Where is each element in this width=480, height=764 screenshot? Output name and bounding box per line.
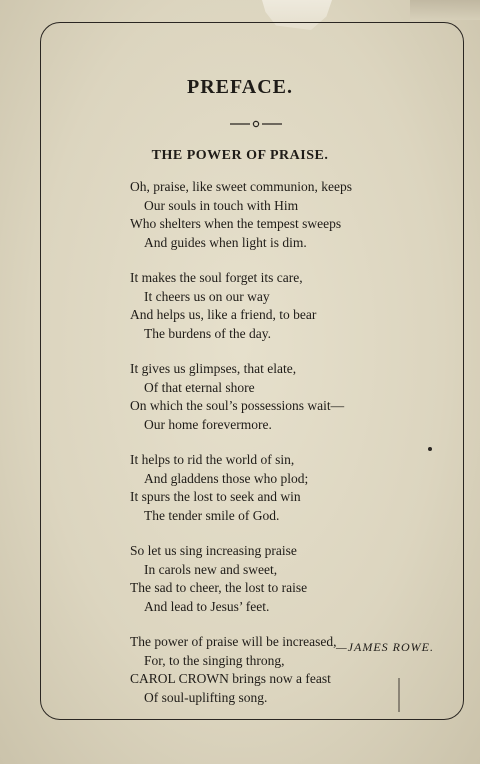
poem-line: It gives us glimpses, that elate, [130,361,297,376]
poem-line: The burdens of the day. [144,325,271,341]
stanza [130,451,430,525]
poem-line: CAROL CROWN brings now a feast [130,671,331,686]
poem-line: It helps to rid the world of sin, [130,452,295,467]
poem-title: THE POWER OF PRAISE. [151,148,329,163]
poem-line: Of soul-uplifting song. [144,689,268,705]
poem-line: In carols new and sweet, [144,561,278,577]
poem-line: And lead to Jesus’ feet. [144,598,270,614]
poem-line: On which the soul’s possessions wait— [130,398,345,413]
pencil-mark [398,678,400,712]
poem-line: Who shelters when the tempest sweeps [130,216,342,231]
stanza [130,269,430,343]
page-title: PREFACE. [187,76,293,98]
poem-line: And gladdens those who plod; [144,470,309,486]
ink-spot [428,447,432,451]
poem-line: And guides when light is dim. [144,234,307,250]
poem-line: The tender smile of God. [144,507,280,523]
poem-line: Our souls in touch with Him [144,197,299,213]
poem-line: So let us sing increasing praise [130,543,297,558]
poem-line: Our home forevermore. [144,416,272,432]
poem-line: The sad to cheer, the lost to raise [130,580,308,595]
poem-line: It spurs the lost to seek and win [130,489,301,504]
stanza [130,360,430,434]
author-signature: —JAMES ROWE. [336,640,434,654]
page-corner-wear [410,0,480,20]
stanza [130,178,430,252]
poem-line: Of that eternal shore [144,379,255,395]
stanza [130,542,430,616]
poem-line: The power of praise will be increased, [130,634,337,649]
poem-line: Oh, praise, like sweet communion, keeps [130,179,352,194]
poem-line: It cheers us on our way [144,288,270,304]
poem-line: And helps us, like a friend, to bear [130,307,317,322]
poem-line: It makes the soul forget its care, [130,270,303,285]
ornament-divider-icon [230,120,282,128]
poem-line: For, to the singing throng, [144,652,285,668]
